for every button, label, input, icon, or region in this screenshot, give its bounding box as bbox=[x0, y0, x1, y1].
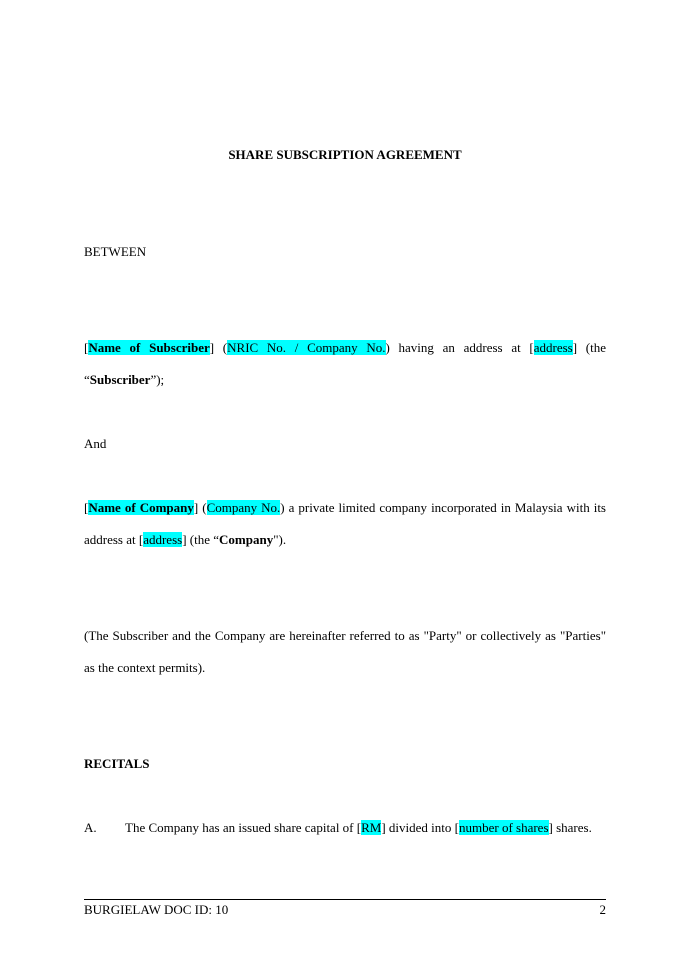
between-label: BETWEEN bbox=[84, 244, 147, 259]
and-label: And bbox=[84, 436, 107, 451]
subscriber-defined-term: Subscriber bbox=[89, 372, 151, 387]
recital-text: The Company has an issued share capital of [ bbox=[125, 820, 362, 835]
connector-text: ] (the “ bbox=[84, 340, 607, 387]
connector-text: "). bbox=[273, 532, 287, 547]
connector-text: ] ( bbox=[209, 340, 228, 355]
recital-text: ] divided into [ bbox=[381, 820, 459, 835]
rm-placeholder: RM bbox=[361, 820, 382, 835]
company-party-paragraph bbox=[84, 492, 606, 556]
parties-note-paragraph: (The Subscriber and the Company are hereinafter referred to as "Party" or collectively as "Parties" as the context permits). bbox=[84, 628, 606, 675]
bracket-text: [ bbox=[84, 340, 89, 355]
company-name-placeholder: Name of Company bbox=[88, 500, 194, 515]
recital-letter: A. bbox=[84, 820, 97, 835]
connector-text: ”); bbox=[150, 372, 165, 387]
company-defined-term: Company bbox=[219, 532, 274, 547]
recitals-heading: RECITALS bbox=[84, 756, 150, 771]
connector-text: ] ( bbox=[193, 500, 207, 515]
subscriber-name-placeholder: Name of Subscriber bbox=[88, 340, 210, 355]
connector-text: ] (the “ bbox=[182, 532, 220, 547]
subscriber-party-paragraph bbox=[84, 332, 606, 396]
subscriber-address-placeholder: address bbox=[533, 340, 573, 355]
document-title: SHARE SUBSCRIPTION AGREEMENT bbox=[228, 147, 462, 162]
connector-text: ) having an address at [ bbox=[385, 340, 534, 355]
recital-text: ] shares. bbox=[548, 820, 592, 835]
connector-text: ) a private limited company incorporated in Malaysia with its address at [ bbox=[84, 500, 606, 547]
recital-a-text bbox=[125, 812, 606, 844]
number-of-shares-placeholder: number of shares bbox=[458, 820, 549, 835]
subscriber-id-placeholder: NRIC No. / Company No. bbox=[227, 340, 386, 355]
footer-doc-id: BURGIELAW DOC ID: 10 bbox=[84, 902, 229, 917]
bracket-text: [ bbox=[84, 500, 89, 515]
company-no-placeholder: Company No. bbox=[206, 500, 281, 515]
page-number: 2 bbox=[599, 902, 606, 917]
company-address-placeholder: address bbox=[143, 532, 183, 547]
recital-a bbox=[84, 812, 606, 844]
footer-divider bbox=[84, 899, 606, 900]
